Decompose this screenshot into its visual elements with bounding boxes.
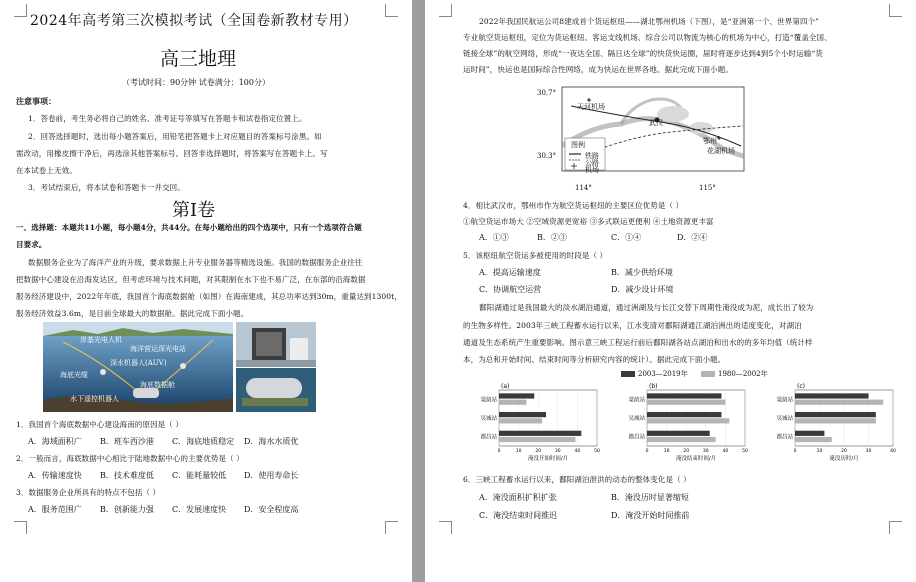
- question-4-option-c[interactable]: C．①④: [611, 233, 642, 242]
- category-label: 吴城站: [480, 416, 497, 422]
- material-line: 把数据中心建设在沿海发达区，但考虑环境与技术问题，对其限制在水下也不易广泛，在东部的沿海数据: [16, 275, 366, 284]
- crop-mark: [439, 4, 452, 17]
- crop-mark: [385, 521, 398, 534]
- map-city-tianhe: 天河机场: [577, 103, 605, 111]
- material-line: 服务经济效益3.6m，是目前全球最大的数据舱。据此完成下面小题。: [16, 309, 249, 318]
- question-3-option-d[interactable]: D．安全程度高: [244, 505, 299, 514]
- crop-mark: [385, 4, 398, 17]
- question-5-option-d[interactable]: D．减少设计环境: [611, 285, 674, 294]
- question-6-option-a[interactable]: A．淹没面积扩积扩张: [479, 493, 557, 502]
- tick-label: 40: [574, 449, 581, 454]
- question-2-stem: 2．一般而言，海底数据中心相比于陆地数据中心的主要优势是（ ）: [16, 454, 244, 463]
- category-label: 棠荫站: [628, 397, 645, 404]
- question-4-option-d[interactable]: D．②④: [677, 233, 708, 242]
- question-4-sub: ①航空货运市场大 ②空域资源更宽裕 ③多式联运更便利 ④土地资源更丰富: [463, 217, 714, 226]
- crop-mark: [889, 4, 902, 17]
- bar: [795, 412, 876, 417]
- bar: [499, 418, 542, 423]
- legend-label-1980-2002: 1980—2002年: [718, 370, 768, 378]
- chart-panel: [480, 383, 600, 462]
- tick-label: 0: [793, 449, 797, 454]
- bar: [647, 412, 721, 417]
- figure-label: 水下遥控机器人: [70, 395, 119, 403]
- question-5-option-b[interactable]: B．减少供给环境: [611, 268, 673, 277]
- map-lat-top: 30.7°: [537, 89, 557, 97]
- crop-mark: [439, 521, 452, 534]
- panel-label: (b): [649, 383, 658, 390]
- question-4-option-a[interactable]: A．①③: [479, 233, 509, 242]
- legend-swatch-1980-2002: [701, 371, 715, 377]
- question-6-option-c[interactable]: C．淹没结束时间推迟: [479, 511, 558, 520]
- bar: [499, 412, 546, 417]
- question-2-option-d[interactable]: D．使用寿命长: [244, 471, 299, 480]
- notice-title: 注意事项：: [16, 96, 56, 106]
- exam-title: 2024年高考第三次模拟考试（全国卷新教材专用）: [30, 13, 358, 29]
- crop-mark: [14, 521, 27, 534]
- question-2-option-c[interactable]: C．能耗量较低: [172, 471, 227, 480]
- category-label: 吴城站: [776, 416, 793, 422]
- map-lat-bottom: 30.3°: [537, 152, 557, 160]
- bar: [499, 393, 534, 398]
- notice-line: 在本试卷上无效。: [16, 166, 77, 175]
- question-6-option-b[interactable]: B．淹没历时显著缩短: [611, 493, 689, 502]
- bar: [647, 437, 716, 442]
- figure-label: 海洋营运深光电站: [130, 345, 186, 353]
- question-6-option-d[interactable]: D．淹没开始时间推前: [611, 511, 690, 520]
- tick-label: 30: [865, 449, 872, 454]
- tick-label: 10: [515, 449, 522, 454]
- question-1-stem: 1．我国首个海底数据中心建设海南的原因是（ ）: [16, 420, 183, 429]
- panel-label: (c): [797, 383, 805, 390]
- tick-label: 10: [816, 449, 823, 454]
- x-axis-label: 淹没结束时间/月: [675, 456, 717, 462]
- chart-panel: [628, 383, 748, 462]
- tick-label: 20: [683, 449, 690, 454]
- category-label: 都昌站: [628, 434, 645, 441]
- tick-label: 10: [663, 449, 670, 454]
- bar-chart-panels: [463, 380, 903, 468]
- bar: [647, 431, 710, 436]
- question-1-option-a[interactable]: A．海域面积广: [28, 437, 82, 446]
- figure-label: 海底光缆: [60, 371, 88, 379]
- tick-label: 0: [497, 449, 501, 454]
- category-label: 都昌站: [480, 434, 497, 441]
- bar: [499, 431, 581, 436]
- notice-line: 需改动，用橡皮擦干净后，再选涂其他答案标号。回答非选择题时，将答案写在答题卡上。写: [16, 149, 328, 158]
- category-label: 都昌站: [776, 434, 793, 441]
- datacenter-cabinet-photo: [236, 322, 316, 367]
- map-legend-rail: 铁路: [585, 152, 599, 160]
- tick-label: 30: [702, 449, 709, 454]
- instruction-line: 一、选择题：本题共11小题，每小题4分，共44分。在每小题给出的四个选项中，只有一个选项符合题: [16, 223, 362, 232]
- map-city-ezhou: 鄂州: [703, 137, 717, 145]
- section-title: 第Ⅰ卷: [172, 200, 216, 221]
- material-line: 服务经济建设中，2022年年底，我国首个海底数据舱（如图）在海南建成，其总功率达到30m，重量达到1300t，: [16, 292, 402, 301]
- question-6-stem: 6．三峡工程蓄水运行以来，鄱阳湖泊泄洪的动态的整体变化是（ ）: [463, 475, 691, 484]
- material2-line: 的生物多样性。2003年三峡工程蓄水运行以来，江水变清对鄱阳湖通江湖泊洲出的适度变化，对湖泊: [463, 321, 802, 330]
- crop-mark: [889, 521, 902, 534]
- question-4-option-b[interactable]: B．②③: [537, 233, 567, 242]
- instruction-line: 目要求。: [16, 240, 47, 249]
- legend-swatch-2003-2019: [621, 371, 635, 377]
- x-axis-label: 淹没历时/月: [829, 456, 859, 462]
- tick-label: 30: [554, 449, 561, 454]
- intro-line: 2022年我国民航运公司8建成首个货运枢纽——湖北鄂州机场（下图），是“亚洲第一个、世界第四个”: [479, 17, 820, 26]
- tick-label: 20: [535, 449, 542, 454]
- notice-line: 3．考试结束后，将本试卷和答题卡一并交回。: [28, 183, 185, 192]
- bar: [795, 431, 824, 436]
- question-4-stem: 4．相比武汉市，鄂州市作为航空货运枢纽的主要区位优势是（ ）: [463, 201, 684, 210]
- question-1-option-d[interactable]: D．海水水质优: [244, 437, 299, 446]
- question-5-stem: 5．该枢纽航空货运多被使用的时段是（ ）: [463, 251, 608, 260]
- figure-label: 岸基光电人机: [80, 336, 122, 344]
- tick-label: 40: [722, 449, 729, 454]
- tick-label: 50: [742, 449, 748, 454]
- page-right: [425, 0, 916, 582]
- map-lon-left: 114°: [575, 184, 592, 192]
- exam-subtitle: 高三地理: [160, 48, 237, 70]
- datacenter-capsule-photo: [236, 368, 316, 412]
- crop-mark: [14, 4, 27, 17]
- question-2-option-a[interactable]: A．传输速度快: [28, 471, 82, 480]
- question-5-option-c[interactable]: C．协调航空运营: [479, 285, 542, 294]
- map-city-wuhan: 武汉: [649, 119, 663, 127]
- bar: [795, 400, 883, 405]
- map-legend-airport: 机场: [585, 166, 599, 174]
- bar: [795, 437, 832, 442]
- bar: [795, 418, 876, 423]
- question-3-option-a[interactable]: A．服务范围广: [28, 505, 82, 514]
- question-5-option-a[interactable]: A．提高运输速度: [479, 268, 541, 277]
- bar: [499, 400, 526, 405]
- question-3-option-c[interactable]: C．发展速度快: [172, 505, 227, 514]
- question-2-option-b[interactable]: B．技术难度低: [100, 471, 154, 480]
- tick-label: 40: [890, 449, 896, 454]
- intro-line: 运时间”，快运也是国际综合性网络，成为快运在世界各地。据此完成下面小题。: [463, 65, 733, 74]
- bar: [647, 400, 725, 405]
- exam-info: （考试时间：90分钟 试卷满分：100分）: [122, 78, 270, 87]
- category-label: 棠荫站: [776, 397, 793, 404]
- legend-label-2003-2019: 2003—2019年: [638, 370, 688, 378]
- material2-line: 鄱阳湖通过是我国最大的淡水湖泊通道，通过洲湖及与长江交替下周期性淹没成为泥，成长出了较为: [479, 303, 814, 312]
- material2-line: 本，为总和开始时间、结束时间等分析研究内容的统计）。据此完成下面小题。: [463, 355, 726, 364]
- category-label: 棠荫站: [480, 397, 497, 404]
- figure-label: 深水机器人(AUV): [110, 359, 167, 367]
- page-left: [0, 0, 412, 582]
- x-axis-label: 淹没开始时间/月: [527, 456, 569, 462]
- notice-line: 2．回答选择题时，选出每小题答案后，用铅笔把答题卡上对应题目的答案标号涂黑。如: [28, 132, 322, 141]
- panel-label: (a): [501, 383, 510, 390]
- bar: [795, 393, 869, 398]
- intro-line: 专业航空货运枢纽，定位为货运枢纽、客运支线机场、综合公司以物流为核心的机场为中心，打造“覆盖全国、: [463, 33, 832, 42]
- question-3-option-b[interactable]: B．创新能力强: [100, 505, 154, 514]
- notice-line: 1．答卷前，考生务必将自己的姓名、准考证号等填写在答题卡和试卷指定位置上。: [28, 114, 307, 123]
- material2-line: 通道及生态系统产生重要影响。图示意三峡工程运行前后鄱阳湖各站点湖泊和出水的的多年均值（统计样: [463, 338, 813, 347]
- chart-panel: [776, 383, 896, 462]
- question-1-option-b[interactable]: B．班车西沙港: [100, 437, 154, 446]
- bar: [647, 393, 721, 398]
- tick-label: 50: [594, 449, 600, 454]
- map-legend-road: 公路: [585, 159, 599, 167]
- question-1-option-c[interactable]: C．海底地质稳定: [172, 437, 235, 446]
- intro-line: 链接全球”的航空网络，形成“一夜达全国、隔日达全球”的快货快运圈，届时将逐步达到4到5个小时运输“货: [463, 49, 823, 58]
- bar: [647, 418, 729, 423]
- map-lon-right: 115°: [699, 184, 716, 192]
- map-city-huahu: 花湖机场: [707, 147, 735, 155]
- question-3-stem: 3．数据服务企业所具有的特点不包括（ ）: [16, 488, 161, 497]
- tick-label: 20: [841, 449, 847, 454]
- material-line: 数据服务企业为了海洋产业的升级，要求数据上升专业服务器等精选设施。我国的数据服务企业往往: [28, 258, 363, 267]
- figure-label: 海底数据舱: [140, 381, 175, 389]
- tick-label: 0: [645, 449, 649, 454]
- bar: [499, 437, 575, 442]
- category-label: 吴城站: [628, 416, 645, 422]
- map-legend-title: 图例: [571, 141, 585, 149]
